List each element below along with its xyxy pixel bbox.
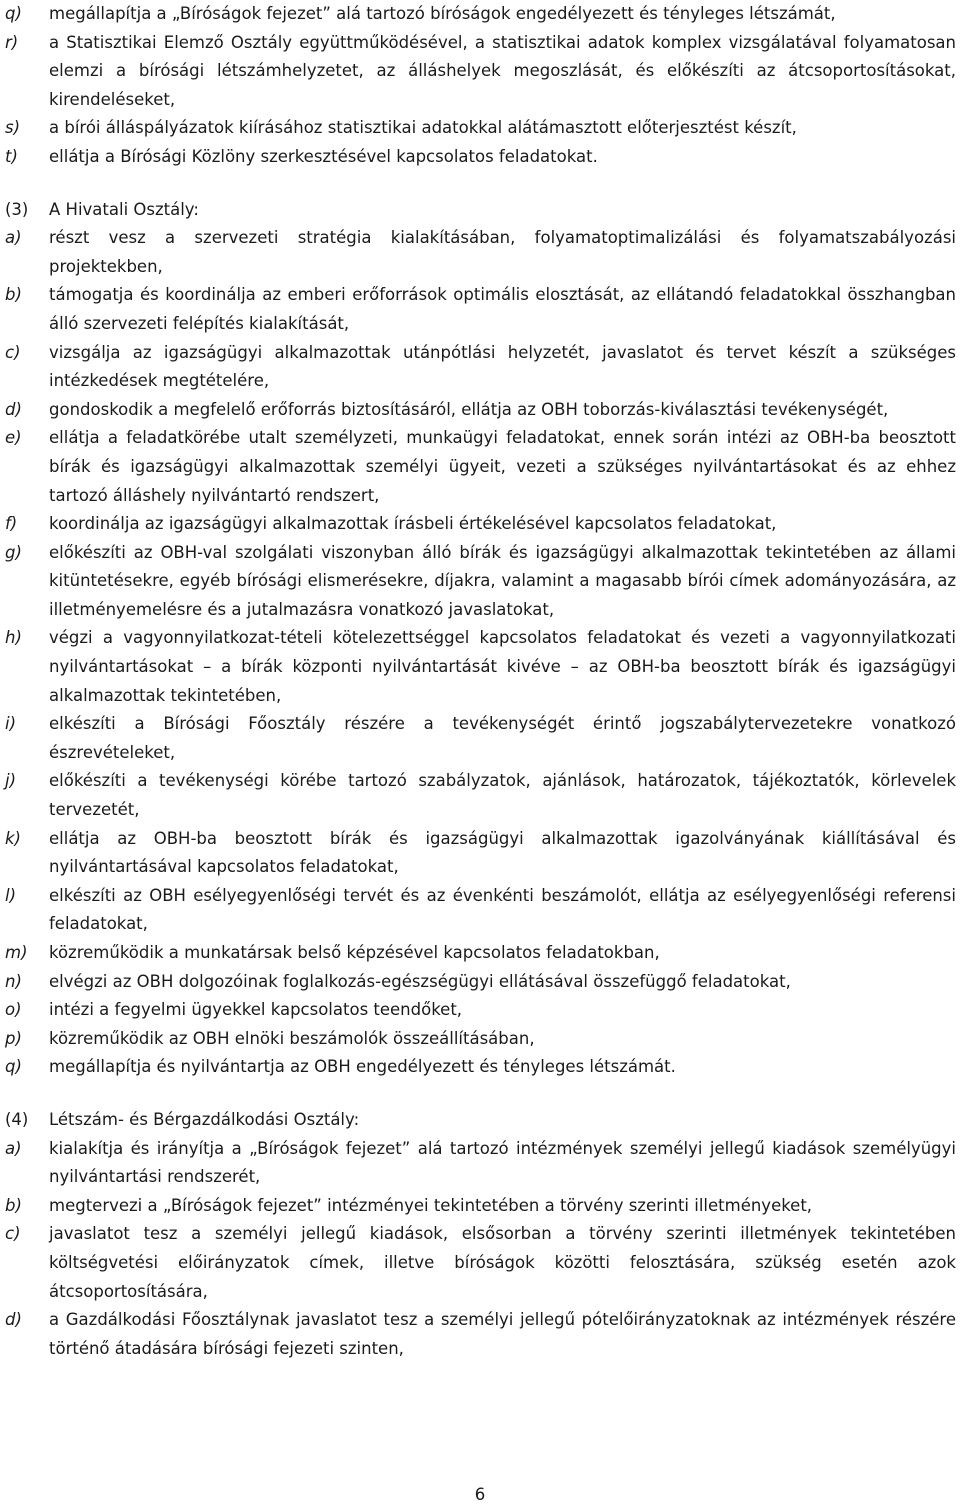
section-heading	[0, 196, 960, 225]
item-text: elkészíti az OBH esélyegyenlőségi tervét és az évenkénti beszámolót, ellátja az esélyegyenlőségi referensi feladatokat,	[49, 885, 956, 934]
list-item	[0, 281, 960, 338]
list-item	[0, 396, 960, 425]
item-label: q)	[5, 4, 22, 23]
list-item	[0, 424, 960, 510]
section-2	[0, 1082, 960, 1363]
list-item	[0, 825, 960, 882]
list-item	[0, 0, 960, 29]
list-item	[0, 224, 960, 281]
item-label: e)	[5, 428, 22, 448]
item-label: s)	[5, 118, 21, 138]
item-label: o)	[5, 1000, 22, 1020]
item-label: i)	[5, 714, 17, 734]
item-text: elkészíti a Bírósági Főosztály részére a tevékenységét érintő jogszabálytervezetekre vonatkozó észrevételeket,	[49, 714, 956, 762]
item-text: végzi a vagyonnyilatkozat-tételi kötelezettséggel kapcsolatos feladatokat és vezeti a vagyonnyilatkozati nyilvántartásokat – a bírák központi nyilvántartását kivéve – az OBH-ba beosztott bírák és igazságügyi alkalmazottak tekintetében,	[49, 628, 956, 705]
item-text: megtervezi a „Bíróságok fejezet” intézményei tekintetében a törvény szerinti illetményeket,	[49, 1195, 813, 1215]
list-item	[0, 767, 960, 824]
list-item	[0, 1053, 960, 1082]
section-number: (4)	[5, 1109, 29, 1129]
item-label: n)	[5, 971, 22, 991]
list-item	[0, 996, 960, 1025]
section-0	[0, 0, 960, 172]
page-number: 6	[474, 1485, 486, 1504]
item-text: a Gazdálkodási Főosztálynak javaslatot tesz a személyi jellegű pótelőirányzatoknak az intézmények részére történő átadására bírósági fejezeti szinten,	[49, 1310, 956, 1358]
item-text: ellátja a feladatkörébe utalt személyzeti, munkaügyi feladatokat, ennek során intézi az OBH-ba beosztott bírák és igazságügyi alkalmazottak személyi ügyeit, vezeti a szükséges nyilvántartásokat és az ehhez tartozó álláshely nyilvántartó rendszert,	[49, 428, 956, 505]
list-item	[0, 1220, 960, 1306]
section-title: Létszám- és Bérgazdálkodási Osztály:	[49, 1109, 360, 1129]
item-label: f)	[5, 514, 18, 534]
item-label: c)	[5, 1224, 21, 1244]
list-item	[0, 510, 960, 539]
section-title: A Hivatali Osztály:	[49, 199, 199, 219]
item-label: r)	[5, 32, 19, 52]
section-gap	[0, 172, 960, 196]
item-label: a)	[5, 228, 22, 248]
item-text: közreműködik a munkatársak belső képzésével kapcsolatos feladatokban,	[49, 943, 660, 962]
item-label: h)	[5, 628, 22, 648]
list-item	[0, 1192, 960, 1221]
list-item	[0, 882, 960, 939]
list-item	[0, 1306, 960, 1363]
item-label: b)	[5, 1195, 22, 1215]
list-item	[0, 539, 960, 625]
item-text: gondoskodik a megfelelő erőforrás biztosításáról, ellátja az OBH toborzás-kiválasztási tevékenységét,	[49, 399, 889, 419]
item-text: elvégzi az OBH dolgozóinak foglalkozás-egészségügyi ellátásával összefüggő feladatokat,	[49, 971, 791, 991]
list-item	[0, 114, 960, 143]
list-item	[0, 710, 960, 767]
list-item	[0, 143, 960, 172]
item-label: m)	[5, 943, 28, 962]
item-label: t)	[5, 146, 18, 166]
list-item	[0, 29, 960, 115]
list-item	[0, 624, 960, 710]
item-text: ellátja a Bírósági Közlöny szerkesztésével kapcsolatos feladatokat.	[49, 146, 598, 166]
item-label: k)	[5, 828, 21, 848]
item-text: előkészíti az OBH-val szolgálati viszonyban álló bírák és igazságügyi alkalmazottak tekintetében az állami kitüntetésekre, egyéb bírósági elismerésekre, díjakra, valamint a magasabb bírói címek adományozására, az illetményemelésre és a jutalmazásra vonatkozó javaslatokat,	[49, 542, 956, 619]
item-label: a)	[5, 1138, 22, 1158]
item-label: d)	[5, 399, 22, 419]
item-label: g)	[5, 542, 22, 562]
item-text: ellátja az OBH-ba beosztott bírák és igazságügyi alkalmazottak igazolványának kiállításával és nyilvántartásával kapcsolatos feladatokat,	[49, 828, 956, 877]
section-1	[0, 172, 960, 1082]
list-item	[0, 968, 960, 997]
item-text: javaslatot tesz a személyi jellegű kiadások, elsősorban a törvény szerinti illetmények tekintetében költségvetési előirányzatok címek, illetve bíróságok közötti felosztására, szükség esetén azok átcsoportosítására,	[49, 1224, 956, 1301]
item-text: előkészíti a tevékenységi körébe tartozó szabályzatok, ajánlások, határozatok, tájékoztatók, körlevelek tervezetét,	[49, 771, 956, 820]
item-label: j)	[5, 771, 17, 791]
section-heading	[0, 1106, 960, 1135]
item-label: q)	[5, 1057, 22, 1077]
item-text: a bírói álláspályázatok kiírásához statisztikai adatokkal alátámasztott előterjesztést készít,	[49, 118, 797, 138]
item-label: b)	[5, 285, 22, 305]
item-label: c)	[5, 342, 21, 362]
section-number: (3)	[5, 199, 29, 219]
list-item	[0, 939, 960, 968]
list-item	[0, 1135, 960, 1192]
item-text: támogatja és koordinálja az emberi erőforrások optimális elosztását, az ellátandó feladatokkal összhangban álló szervezeti felépítés kialakítását,	[49, 285, 956, 333]
list-item	[0, 1025, 960, 1054]
item-text: koordinálja az igazságügyi alkalmazottak írásbeli értékelésével kapcsolatos feladatokat,	[49, 514, 777, 534]
item-text: részt vesz a szervezeti stratégia kialakításában, folyamatoptimalizálási és folyamatszabályozási projektekben,	[49, 228, 956, 276]
item-text: vizsgálja az igazságügyi alkalmazottak utánpótlási helyzetét, javaslatot és tervet készít a szükséges intézkedések megtételére,	[49, 342, 956, 391]
item-label: l)	[5, 885, 17, 905]
item-text: kialakítja és irányítja a „Bíróságok fejezet” alá tartozó intézmények személyi jellegű kiadások személyügyi nyilvántartási rendszerét,	[49, 1138, 956, 1187]
item-label: d)	[5, 1310, 22, 1330]
section-gap	[0, 1082, 960, 1106]
list-item	[0, 339, 960, 396]
item-text: közreműködik az OBH elnöki beszámolók összeállításában,	[49, 1028, 535, 1048]
item-text: a Statisztikai Elemző Osztály együttműködésével, a statisztikai adatok komplex vizsgálatával folyamatosan elemzi a bírósági létszámhelyzetet, az álláshelyek megoszlását, és előkészíti az átcsoportosításokat, kirendeléseket,	[49, 32, 956, 109]
item-label: p)	[5, 1028, 22, 1048]
item-text: intézi a fegyelmi ügyekkel kapcsolatos teendőket,	[49, 1000, 463, 1020]
item-text: megállapítja és nyilvántartja az OBH engedélyezett és tényleges létszámát.	[49, 1057, 676, 1077]
item-text: megállapítja a „Bíróságok fejezet” alá tartozó bíróságok engedélyezett és tényleges létszámát,	[49, 4, 836, 23]
